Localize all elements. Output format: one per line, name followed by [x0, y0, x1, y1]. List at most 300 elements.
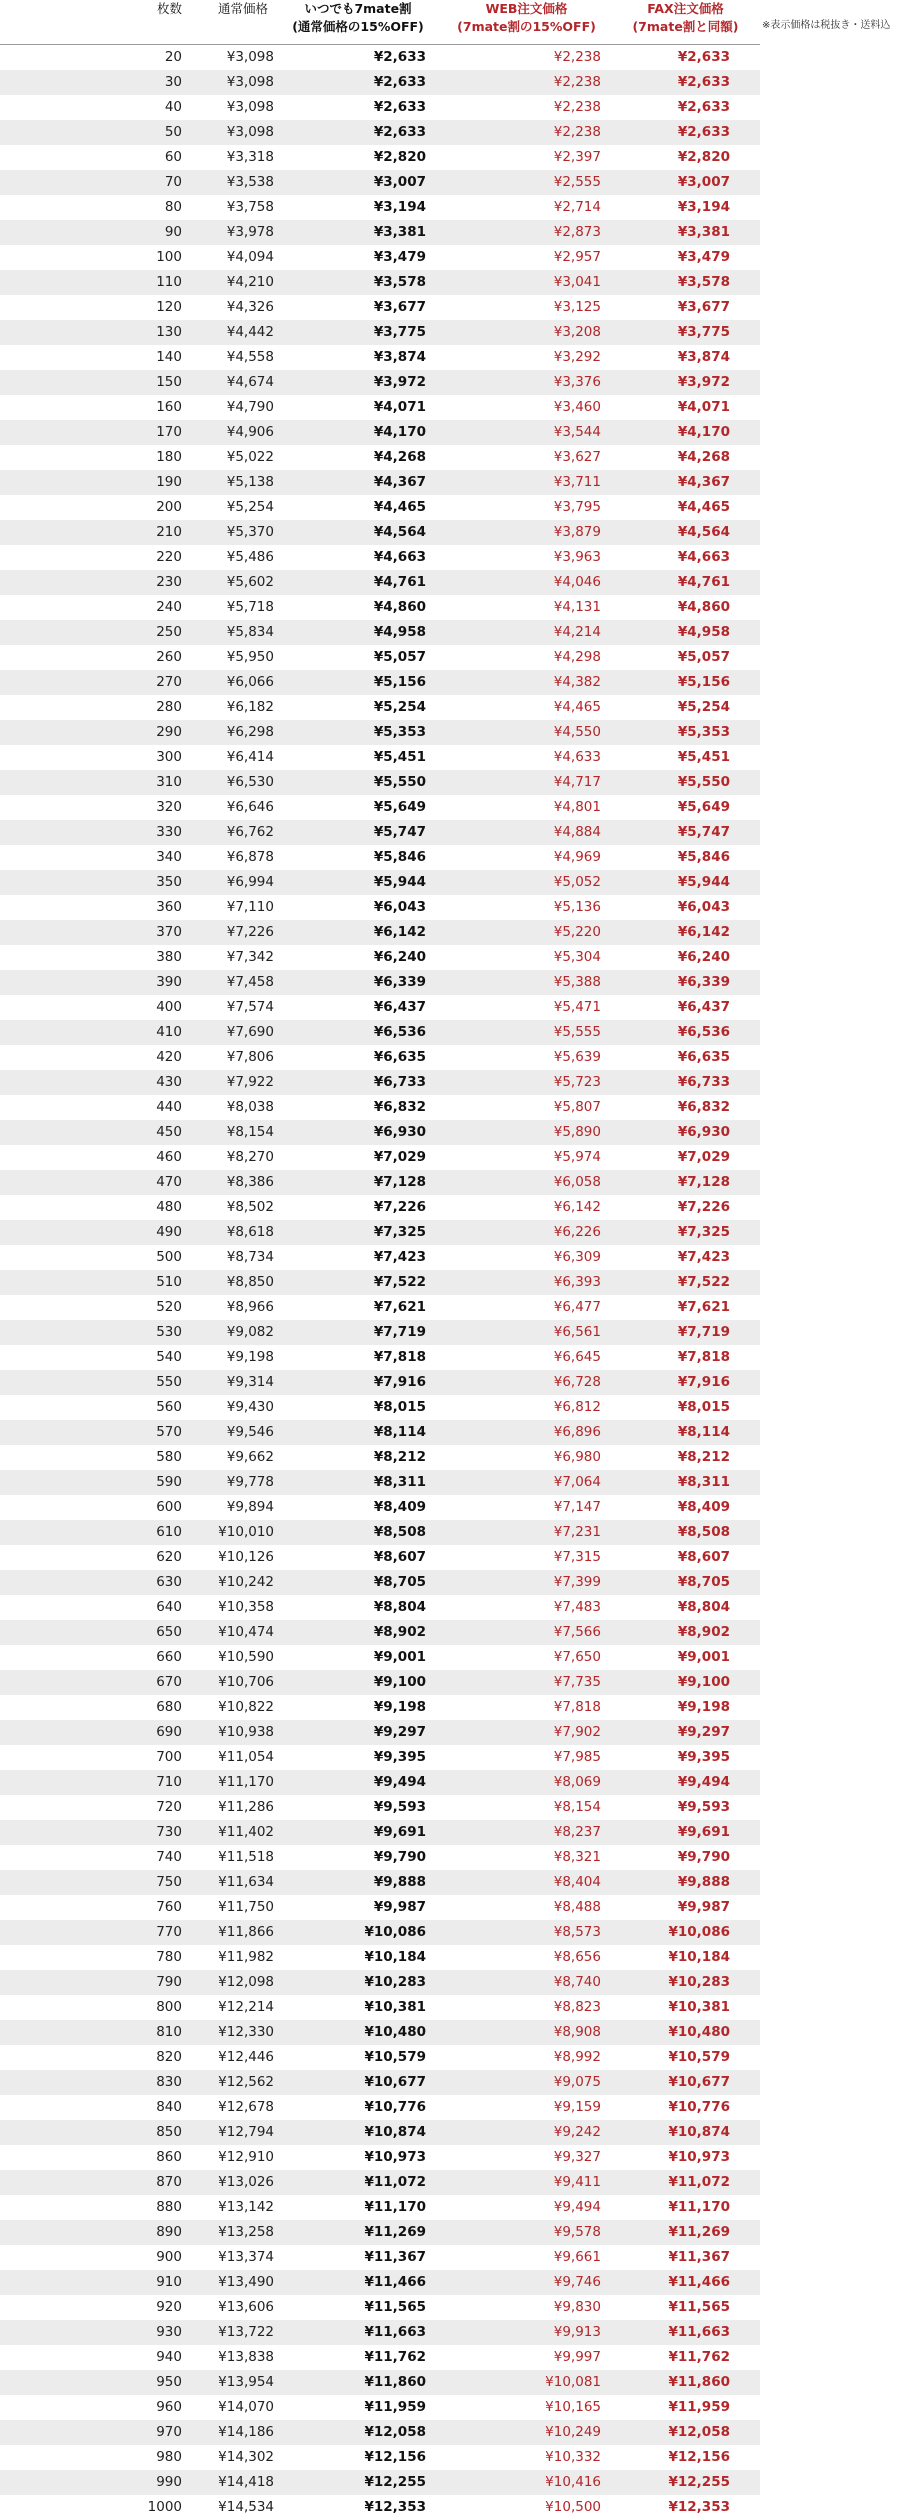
web-price-cell: ¥3,125 [430, 295, 605, 320]
qty-cell: 630 [0, 1570, 186, 1595]
fax-price-cell: ¥6,142 [605, 920, 760, 945]
fax-price-cell: ¥5,353 [605, 720, 760, 745]
regular-price-cell: ¥4,558 [186, 345, 278, 370]
fax-price-cell: ¥5,747 [605, 820, 760, 845]
table-row [0, 2395, 760, 2420]
web-price-cell: ¥3,795 [430, 495, 605, 520]
table-row [0, 2270, 760, 2295]
7mate-price-cell: ¥6,832 [278, 1095, 430, 1120]
7mate-price-cell: ¥8,705 [278, 1570, 430, 1595]
regular-price-cell: ¥10,590 [186, 1645, 278, 1670]
web-price-cell: ¥5,304 [430, 945, 605, 970]
header-web-title: WEB注文価格 [448, 0, 605, 18]
table-row [0, 2420, 760, 2445]
web-price-cell: ¥5,220 [430, 920, 605, 945]
7mate-price-cell: ¥3,381 [278, 220, 430, 245]
table-row [0, 520, 760, 545]
qty-cell: 390 [0, 970, 186, 995]
7mate-price-cell: ¥6,635 [278, 1045, 430, 1070]
fax-price-cell: ¥7,916 [605, 1370, 760, 1395]
regular-price-cell: ¥9,546 [186, 1420, 278, 1445]
regular-price-cell: ¥3,098 [186, 45, 278, 71]
table-row [0, 345, 760, 370]
web-price-cell: ¥4,969 [430, 845, 605, 870]
fax-price-cell: ¥3,972 [605, 370, 760, 395]
fax-price-cell: ¥6,536 [605, 1020, 760, 1045]
qty-cell: 640 [0, 1595, 186, 1620]
regular-price-cell: ¥7,922 [186, 1070, 278, 1095]
web-price-cell: ¥7,231 [430, 1520, 605, 1545]
table-row [0, 2120, 760, 2145]
7mate-price-cell: ¥4,465 [278, 495, 430, 520]
regular-price-cell: ¥4,790 [186, 395, 278, 420]
7mate-price-cell: ¥8,902 [278, 1620, 430, 1645]
qty-cell: 60 [0, 145, 186, 170]
table-row [0, 245, 760, 270]
header-fax-price [605, 0, 760, 45]
fax-price-cell: ¥11,170 [605, 2195, 760, 2220]
web-price-cell: ¥2,397 [430, 145, 605, 170]
qty-cell: 580 [0, 1445, 186, 1470]
fax-price-cell: ¥6,339 [605, 970, 760, 995]
fax-price-cell: ¥3,381 [605, 220, 760, 245]
fax-price-cell: ¥4,761 [605, 570, 760, 595]
table-row [0, 720, 760, 745]
regular-price-cell: ¥5,718 [186, 595, 278, 620]
table-row [0, 2045, 760, 2070]
table-row [0, 1470, 760, 1495]
qty-cell: 800 [0, 1995, 186, 2020]
regular-price-cell: ¥7,574 [186, 995, 278, 1020]
web-price-cell: ¥5,471 [430, 995, 605, 1020]
fax-price-cell: ¥2,633 [605, 95, 760, 120]
qty-cell: 140 [0, 345, 186, 370]
table-row [0, 1620, 760, 1645]
regular-price-cell: ¥5,254 [186, 495, 278, 520]
fax-price-cell: ¥8,409 [605, 1495, 760, 1520]
table-row [0, 1820, 760, 1845]
7mate-price-cell: ¥8,804 [278, 1595, 430, 1620]
regular-price-cell: ¥13,374 [186, 2245, 278, 2270]
7mate-price-cell: ¥7,916 [278, 1370, 430, 1395]
qty-cell: 710 [0, 1770, 186, 1795]
regular-price-cell: ¥3,318 [186, 145, 278, 170]
web-price-cell: ¥8,237 [430, 1820, 605, 1845]
web-price-cell: ¥8,154 [430, 1795, 605, 1820]
table-row [0, 545, 760, 570]
table-row [0, 2020, 760, 2045]
7mate-price-cell: ¥3,578 [278, 270, 430, 295]
qty-cell: 480 [0, 1195, 186, 1220]
7mate-price-cell: ¥2,633 [278, 70, 430, 95]
qty-cell: 510 [0, 1270, 186, 1295]
qty-cell: 80 [0, 195, 186, 220]
qty-cell: 450 [0, 1120, 186, 1145]
regular-price-cell: ¥12,098 [186, 1970, 278, 1995]
table-row [0, 2170, 760, 2195]
regular-price-cell: ¥12,794 [186, 2120, 278, 2145]
7mate-price-cell: ¥4,170 [278, 420, 430, 445]
7mate-price-cell: ¥9,691 [278, 1820, 430, 1845]
regular-price-cell: ¥9,430 [186, 1395, 278, 1420]
table-row [0, 1570, 760, 1595]
fax-price-cell: ¥7,818 [605, 1345, 760, 1370]
qty-cell: 180 [0, 445, 186, 470]
table-row [0, 845, 760, 870]
regular-price-cell: ¥10,242 [186, 1570, 278, 1595]
fax-price-cell: ¥5,649 [605, 795, 760, 820]
qty-cell: 430 [0, 1070, 186, 1095]
web-price-cell: ¥10,416 [430, 2470, 605, 2495]
qty-cell: 150 [0, 370, 186, 395]
web-price-cell: ¥3,292 [430, 345, 605, 370]
qty-cell: 760 [0, 1895, 186, 1920]
fax-price-cell: ¥2,820 [605, 145, 760, 170]
qty-cell: 700 [0, 1745, 186, 1770]
fax-price-cell: ¥4,367 [605, 470, 760, 495]
fax-price-cell: ¥4,071 [605, 395, 760, 420]
fax-price-cell: ¥10,874 [605, 2120, 760, 2145]
7mate-price-cell: ¥8,409 [278, 1495, 430, 1520]
regular-price-cell: ¥13,722 [186, 2320, 278, 2345]
web-price-cell: ¥2,555 [430, 170, 605, 195]
web-price-cell: ¥3,376 [430, 370, 605, 395]
qty-cell: 810 [0, 2020, 186, 2045]
7mate-price-cell: ¥6,043 [278, 895, 430, 920]
table-row [0, 470, 760, 495]
fax-price-cell: ¥3,007 [605, 170, 760, 195]
web-price-cell: ¥7,064 [430, 1470, 605, 1495]
regular-price-cell: ¥10,010 [186, 1520, 278, 1545]
web-price-cell: ¥4,633 [430, 745, 605, 770]
web-price-cell: ¥8,823 [430, 1995, 605, 2020]
table-row [0, 70, 760, 95]
qty-cell: 940 [0, 2345, 186, 2370]
regular-price-cell: ¥8,618 [186, 1220, 278, 1245]
fax-price-cell: ¥11,565 [605, 2295, 760, 2320]
regular-price-cell: ¥5,486 [186, 545, 278, 570]
table-row [0, 1395, 760, 1420]
web-price-cell: ¥7,483 [430, 1595, 605, 1620]
header-row [0, 0, 760, 45]
web-price-cell: ¥3,879 [430, 520, 605, 545]
qty-cell: 730 [0, 1820, 186, 1845]
table-row [0, 120, 760, 145]
header-7mate-subtitle: (通常価格の15%OFF) [286, 18, 430, 36]
price-table-body [0, 45, 760, 2520]
web-price-cell: ¥8,069 [430, 1770, 605, 1795]
table-row [0, 1020, 760, 1045]
fax-price-cell: ¥2,633 [605, 45, 760, 71]
regular-price-cell: ¥8,270 [186, 1145, 278, 1170]
regular-price-cell: ¥3,978 [186, 220, 278, 245]
web-price-cell: ¥5,723 [430, 1070, 605, 1095]
web-price-cell: ¥3,041 [430, 270, 605, 295]
qty-cell: 330 [0, 820, 186, 845]
web-price-cell: ¥9,411 [430, 2170, 605, 2195]
regular-price-cell: ¥8,502 [186, 1195, 278, 1220]
regular-price-cell: ¥6,298 [186, 720, 278, 745]
fax-price-cell: ¥7,423 [605, 1245, 760, 1270]
regular-price-cell: ¥10,822 [186, 1695, 278, 1720]
7mate-price-cell: ¥4,958 [278, 620, 430, 645]
qty-cell: 360 [0, 895, 186, 920]
7mate-price-cell: ¥7,029 [278, 1145, 430, 1170]
fax-price-cell: ¥10,973 [605, 2145, 760, 2170]
fax-price-cell: ¥2,633 [605, 120, 760, 145]
web-price-cell: ¥8,573 [430, 1920, 605, 1945]
regular-price-cell: ¥5,370 [186, 520, 278, 545]
web-price-cell: ¥6,142 [430, 1195, 605, 1220]
fax-price-cell: ¥9,593 [605, 1795, 760, 1820]
regular-price-cell: ¥10,358 [186, 1595, 278, 1620]
regular-price-cell: ¥7,690 [186, 1020, 278, 1045]
7mate-price-cell: ¥11,170 [278, 2195, 430, 2220]
table-row [0, 1770, 760, 1795]
qty-cell: 500 [0, 1245, 186, 1270]
table-row [0, 445, 760, 470]
web-price-cell: ¥10,500 [430, 2495, 605, 2520]
regular-price-cell: ¥12,562 [186, 2070, 278, 2095]
qty-cell: 420 [0, 1045, 186, 1070]
regular-price-cell: ¥6,646 [186, 795, 278, 820]
web-price-cell: ¥9,494 [430, 2195, 605, 2220]
qty-cell: 350 [0, 870, 186, 895]
fax-price-cell: ¥12,255 [605, 2470, 760, 2495]
qty-cell: 40 [0, 95, 186, 120]
qty-cell: 290 [0, 720, 186, 745]
qty-cell: 900 [0, 2245, 186, 2270]
regular-price-cell: ¥6,414 [186, 745, 278, 770]
header-7mate-title: いつでも7mate割 [286, 0, 430, 18]
7mate-price-cell: ¥5,057 [278, 645, 430, 670]
fax-price-cell: ¥3,677 [605, 295, 760, 320]
regular-price-cell: ¥8,386 [186, 1170, 278, 1195]
regular-price-cell: ¥6,762 [186, 820, 278, 845]
regular-price-cell: ¥10,706 [186, 1670, 278, 1695]
7mate-price-cell: ¥3,874 [278, 345, 430, 370]
regular-price-cell: ¥3,098 [186, 120, 278, 145]
web-price-cell: ¥2,957 [430, 245, 605, 270]
7mate-price-cell: ¥11,269 [278, 2220, 430, 2245]
7mate-price-cell: ¥5,254 [278, 695, 430, 720]
regular-price-cell: ¥5,022 [186, 445, 278, 470]
web-price-cell: ¥8,740 [430, 1970, 605, 1995]
7mate-price-cell: ¥4,663 [278, 545, 430, 570]
fax-price-cell: ¥9,790 [605, 1845, 760, 1870]
regular-price-cell: ¥7,458 [186, 970, 278, 995]
table-row [0, 920, 760, 945]
7mate-price-cell: ¥7,423 [278, 1245, 430, 1270]
table-row [0, 1070, 760, 1095]
web-price-cell: ¥10,081 [430, 2370, 605, 2395]
fax-price-cell: ¥3,194 [605, 195, 760, 220]
table-row [0, 570, 760, 595]
fax-price-cell: ¥9,001 [605, 1645, 760, 1670]
fax-price-cell: ¥11,269 [605, 2220, 760, 2245]
regular-price-cell: ¥11,982 [186, 1945, 278, 1970]
qty-cell: 960 [0, 2395, 186, 2420]
7mate-price-cell: ¥8,114 [278, 1420, 430, 1445]
regular-price-cell: ¥7,806 [186, 1045, 278, 1070]
7mate-price-cell: ¥9,987 [278, 1895, 430, 1920]
regular-price-cell: ¥13,954 [186, 2370, 278, 2395]
web-price-cell: ¥5,807 [430, 1095, 605, 1120]
qty-cell: 780 [0, 1945, 186, 1970]
7mate-price-cell: ¥5,156 [278, 670, 430, 695]
fax-price-cell: ¥4,268 [605, 445, 760, 470]
7mate-price-cell: ¥11,860 [278, 2370, 430, 2395]
fax-price-cell: ¥9,888 [605, 1870, 760, 1895]
7mate-price-cell: ¥9,297 [278, 1720, 430, 1745]
regular-price-cell: ¥13,606 [186, 2295, 278, 2320]
regular-price-cell: ¥13,490 [186, 2270, 278, 2295]
7mate-price-cell: ¥8,311 [278, 1470, 430, 1495]
qty-cell: 240 [0, 595, 186, 620]
table-row [0, 320, 760, 345]
web-price-cell: ¥5,974 [430, 1145, 605, 1170]
fax-price-cell: ¥6,930 [605, 1120, 760, 1145]
fax-price-cell: ¥5,057 [605, 645, 760, 670]
qty-cell: 950 [0, 2370, 186, 2395]
web-price-cell: ¥6,812 [430, 1395, 605, 1420]
table-row [0, 170, 760, 195]
regular-price-cell: ¥11,750 [186, 1895, 278, 1920]
7mate-price-cell: ¥4,071 [278, 395, 430, 420]
table-row [0, 2445, 760, 2470]
7mate-price-cell: ¥5,649 [278, 795, 430, 820]
regular-price-cell: ¥4,326 [186, 295, 278, 320]
fax-price-cell: ¥9,198 [605, 1695, 760, 1720]
7mate-price-cell: ¥11,959 [278, 2395, 430, 2420]
table-row [0, 1645, 760, 1670]
fax-price-cell: ¥6,437 [605, 995, 760, 1020]
7mate-price-cell: ¥7,325 [278, 1220, 430, 1245]
qty-cell: 820 [0, 2045, 186, 2070]
table-row [0, 1995, 760, 2020]
web-price-cell: ¥4,131 [430, 595, 605, 620]
table-row [0, 495, 760, 520]
web-price-cell: ¥3,544 [430, 420, 605, 445]
fax-price-cell: ¥3,479 [605, 245, 760, 270]
7mate-price-cell: ¥9,100 [278, 1670, 430, 1695]
table-row [0, 195, 760, 220]
7mate-price-cell: ¥11,072 [278, 2170, 430, 2195]
7mate-price-cell: ¥5,747 [278, 820, 430, 845]
fax-price-cell: ¥3,775 [605, 320, 760, 345]
fax-price-cell: ¥12,156 [605, 2445, 760, 2470]
fax-price-cell: ¥11,466 [605, 2270, 760, 2295]
regular-price-cell: ¥8,734 [186, 1245, 278, 1270]
web-price-cell: ¥7,985 [430, 1745, 605, 1770]
qty-cell: 520 [0, 1295, 186, 1320]
qty-cell: 490 [0, 1220, 186, 1245]
7mate-price-cell: ¥11,762 [278, 2345, 430, 2370]
7mate-price-cell: ¥10,283 [278, 1970, 430, 1995]
7mate-price-cell: ¥12,353 [278, 2495, 430, 2520]
table-row [0, 1120, 760, 1145]
table-row [0, 1045, 760, 1070]
regular-price-cell: ¥14,070 [186, 2395, 278, 2420]
header-qty: 枚数 [0, 0, 186, 45]
7mate-price-cell: ¥8,607 [278, 1545, 430, 1570]
fax-price-cell: ¥7,325 [605, 1220, 760, 1245]
regular-price-cell: ¥11,518 [186, 1845, 278, 1870]
7mate-price-cell: ¥7,818 [278, 1345, 430, 1370]
7mate-price-cell: ¥6,240 [278, 945, 430, 970]
qty-cell: 540 [0, 1345, 186, 1370]
7mate-price-cell: ¥4,860 [278, 595, 430, 620]
fax-price-cell: ¥11,663 [605, 2320, 760, 2345]
7mate-price-cell: ¥7,226 [278, 1195, 430, 1220]
table-row [0, 1495, 760, 1520]
fax-price-cell: ¥8,902 [605, 1620, 760, 1645]
7mate-price-cell: ¥11,466 [278, 2270, 430, 2295]
web-price-cell: ¥6,477 [430, 1295, 605, 1320]
regular-price-cell: ¥13,142 [186, 2195, 278, 2220]
qty-cell: 690 [0, 1720, 186, 1745]
regular-price-cell: ¥8,154 [186, 1120, 278, 1145]
fax-price-cell: ¥3,874 [605, 345, 760, 370]
regular-price-cell: ¥11,402 [186, 1820, 278, 1845]
qty-cell: 380 [0, 945, 186, 970]
7mate-price-cell: ¥6,339 [278, 970, 430, 995]
web-price-cell: ¥10,249 [430, 2420, 605, 2445]
regular-price-cell: ¥9,662 [186, 1445, 278, 1470]
web-price-cell: ¥8,488 [430, 1895, 605, 1920]
7mate-price-cell: ¥8,212 [278, 1445, 430, 1470]
qty-cell: 310 [0, 770, 186, 795]
qty-cell: 850 [0, 2120, 186, 2145]
7mate-price-cell: ¥10,381 [278, 1995, 430, 2020]
7mate-price-cell: ¥10,480 [278, 2020, 430, 2045]
table-row [0, 1295, 760, 1320]
qty-cell: 260 [0, 645, 186, 670]
7mate-price-cell: ¥6,733 [278, 1070, 430, 1095]
table-row [0, 395, 760, 420]
table-row [0, 695, 760, 720]
regular-price-cell: ¥8,038 [186, 1095, 278, 1120]
7mate-price-cell: ¥10,874 [278, 2120, 430, 2145]
web-price-cell: ¥2,238 [430, 45, 605, 71]
regular-price-cell: ¥11,170 [186, 1770, 278, 1795]
web-price-cell: ¥8,908 [430, 2020, 605, 2045]
qty-cell: 270 [0, 670, 186, 695]
web-price-cell: ¥4,801 [430, 795, 605, 820]
qty-cell: 930 [0, 2320, 186, 2345]
table-row [0, 1520, 760, 1545]
qty-cell: 840 [0, 2095, 186, 2120]
table-row [0, 1370, 760, 1395]
fax-price-cell: ¥4,663 [605, 545, 760, 570]
7mate-price-cell: ¥6,437 [278, 995, 430, 1020]
table-row [0, 620, 760, 645]
web-price-cell: ¥2,238 [430, 70, 605, 95]
qty-cell: 120 [0, 295, 186, 320]
qty-cell: 300 [0, 745, 186, 770]
table-row [0, 1270, 760, 1295]
web-price-cell: ¥4,298 [430, 645, 605, 670]
qty-cell: 600 [0, 1495, 186, 1520]
web-price-cell: ¥7,566 [430, 1620, 605, 1645]
table-row [0, 1670, 760, 1695]
web-price-cell: ¥6,058 [430, 1170, 605, 1195]
table-row [0, 2320, 760, 2345]
web-price-cell: ¥9,913 [430, 2320, 605, 2345]
7mate-price-cell: ¥3,972 [278, 370, 430, 395]
table-row [0, 1745, 760, 1770]
7mate-price-cell: ¥8,508 [278, 1520, 430, 1545]
